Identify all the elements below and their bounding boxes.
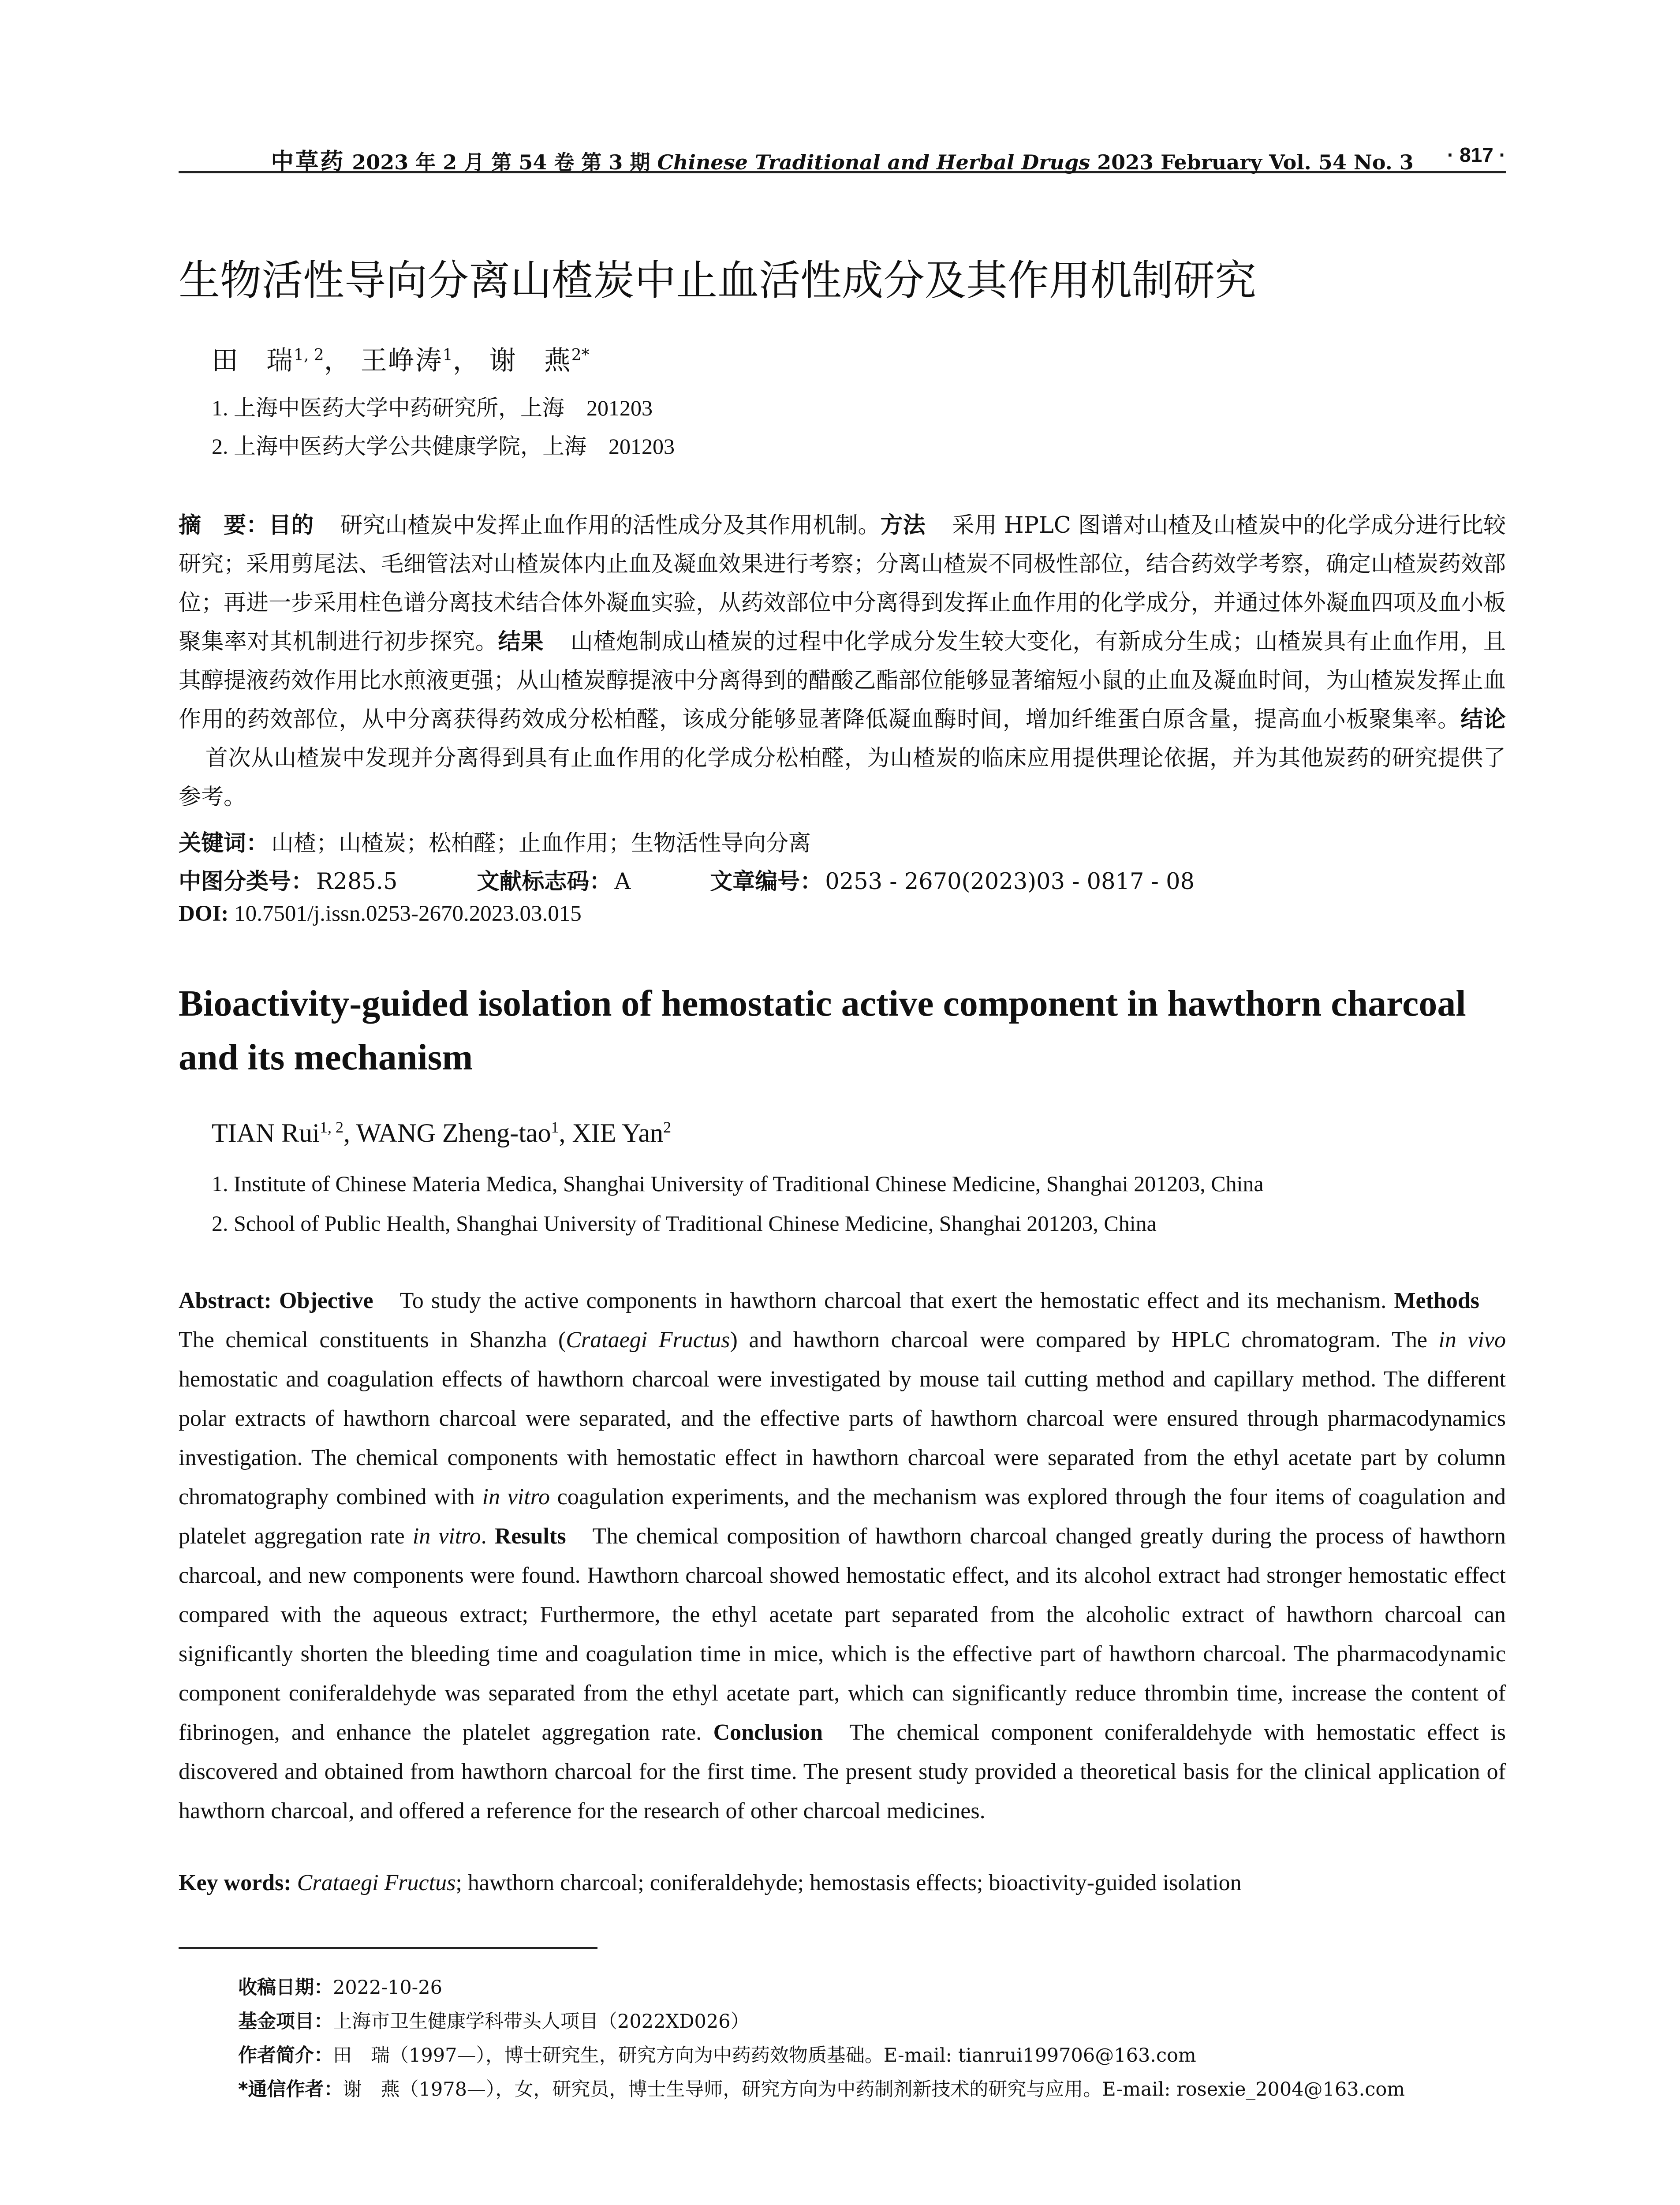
- author-affil-sup: 1: [442, 346, 453, 364]
- author-separator: ,: [343, 1118, 356, 1147]
- affiliation-en-2: 2. School of Public Health, Shanghai University of Traditional Chinese Medicine, Shanghai 201203, China: [212, 1211, 1157, 1236]
- objective-label: 目的: [269, 512, 314, 538]
- conclusion-label: 结论: [1460, 706, 1506, 733]
- conclusion-text: 首次从山楂炭中发现并分离得到具有止血作用的化学成分松柏醛，为山楂炭的临床应用提供理论依据，并为其他炭药的研究提供了参考。: [179, 745, 1506, 810]
- author-cn: 王峥涛: [360, 345, 443, 376]
- author-en: TIAN Rui: [212, 1118, 320, 1147]
- title-cn: 生物活性导向分离山楂炭中止血活性成分及其作用机制研究: [179, 257, 1257, 305]
- document-code: [477, 863, 631, 896]
- running-header: [179, 140, 1506, 173]
- footnote-text: 田 瑞（1997—），博士研究生，研究方向为中药药效物质基础。E-mail: tianrui199706@163.com: [333, 2044, 1196, 2067]
- classification-line: [179, 863, 1274, 896]
- title-en: [179, 977, 1506, 1084]
- doi-line: [179, 901, 582, 927]
- affiliation-cn-2: 2. 上海中医药大学公共健康学院，上海 201203: [212, 434, 675, 459]
- footnote-funding: [238, 2007, 750, 2033]
- document-code-label: 文献标志码：: [477, 869, 612, 895]
- keywords-label: 关键词：: [179, 830, 269, 856]
- methods-en-italic-3: in vitro: [482, 1484, 550, 1510]
- article-number: [710, 863, 1195, 896]
- methods-en-text-5: .: [481, 1524, 487, 1549]
- objective-en-text: To study the active components in hawthorn charcoal that exert the hemostatic effect and its mechanism.: [399, 1288, 1387, 1313]
- clc-value: R285.5: [316, 869, 398, 895]
- results-en-text: The chemical composition of hawthorn charcoal changed greatly during the process of hawthorn charcoal, and new components were found. Hawthorn charcoal showed hemostatic effect, and its alcohol extract had stronger hemostatic effect compared with the aqueous extract; Furthermore, the ethyl acetate part separated from the alcoholic extract of hawthorn charcoal can significantly shorten the bleeding time and coagulation time in mice, which is the effective part of hawthorn charcoal. The pharmacodynamic component coniferaldehyde was separated from the ethyl acetate part, which can significantly reduce thrombin time, increase the content of fibrinogen, and enhance the platelet aggregation rate.: [179, 1524, 1506, 1745]
- title-en-line-2: and its mechanism: [179, 1037, 473, 1078]
- author-separator: ，: [452, 345, 480, 376]
- author-separator: ，: [324, 345, 351, 376]
- doi-label: DOI:: [179, 901, 229, 926]
- methods-en-italic-2: in vivo: [1438, 1327, 1506, 1353]
- author-affil-sup: 1, 2: [294, 346, 324, 364]
- author-separator: ,: [559, 1118, 572, 1147]
- doi-value: 10.7501/j.issn.0253-2670.2023.03.015: [234, 901, 582, 926]
- abstract-en-label: Abstract:: [179, 1288, 272, 1313]
- methods-en-text-1: The chemical constituents in Shanzha (: [179, 1327, 566, 1353]
- page-number: · 817 ·: [1447, 143, 1506, 166]
- clc-number: [179, 863, 397, 896]
- footnote-corresponding: [238, 2074, 1405, 2101]
- footnote-label: 基金项目：: [238, 2011, 333, 2033]
- authors-cn: [212, 340, 590, 377]
- document-code-value: A: [614, 869, 631, 895]
- methods-label: 方法: [880, 512, 926, 538]
- author-en: WANG Zheng-tao: [356, 1118, 551, 1147]
- abstract-cn: [179, 506, 1506, 817]
- objective-en-label: Objective: [279, 1288, 373, 1313]
- footnote-text: 谢 燕（1978—），女，研究员，博士生导师，研究方向为中药制剂新技术的研究与应用。E-mail: rosexie_2004@163.com: [343, 2078, 1405, 2100]
- author-affil-sup: 1, 2: [319, 1118, 343, 1136]
- affiliation-cn-1: 1. 上海中医药大学中药研究所，上海 201203: [212, 396, 653, 420]
- methods-en-text-4: coagulation experiments, and the mechanism was explored through the four items of coagulation and platelet aggregation rate: [179, 1484, 1506, 1549]
- footnote-divider: [179, 1947, 597, 1949]
- keywords-text: 山楂；山楂炭；松柏醛；止血作用；生物活性导向分离: [271, 830, 811, 856]
- conclusion-en-label: Conclusion: [713, 1720, 823, 1745]
- title-en-line-1: Bioactivity-guided isolation of hemostatic active component in hawthorn charcoal: [179, 983, 1466, 1024]
- methods-en-italic-4: in vitro: [412, 1524, 481, 1549]
- article-number-value: 0253 - 2670(2023)03 - 0817 - 08: [825, 869, 1195, 895]
- affiliation-en-1: 1. Institute of Chinese Materia Medica, Shanghai University of Traditional Chinese Medicine, Shanghai 201203, China: [212, 1171, 1264, 1196]
- abstract-label: 摘 要：: [179, 512, 269, 538]
- abstract-en: [179, 1281, 1506, 1831]
- footnote-text: 上海市卫生健康学科带头人项目（2022XD026）: [333, 2011, 750, 2033]
- methods-en-text-3: hemostatic and coagulation effects of hawthorn charcoal were investigated by mouse tail cutting method and capillary method. The different polar extracts of hawthorn charcoal were separated, and the effective parts of hawthorn charcoal were ensured through pharmacodynamics investigation. The chemical components with hemostatic effect in hawthorn charcoal were separated from the ethyl acetate part by column chromatography combined with: [179, 1367, 1506, 1510]
- keywords-cn: [179, 825, 811, 857]
- keywords-en-italic: Crataegi Fructus: [297, 1870, 456, 1895]
- footnote-received: [238, 1973, 442, 1999]
- footnote-label: 作者简介：: [238, 2044, 333, 2067]
- authors-en: [212, 1118, 671, 1148]
- footnote-label: *通信作者：: [238, 2078, 343, 2100]
- journal-name-cn: 中草药: [271, 149, 345, 175]
- journal-name-en: Chinese Traditional and Herbal Drugs: [657, 150, 1090, 174]
- author-en: XIE Yan: [572, 1118, 664, 1147]
- methods-en-italic-1: Crataegi Fructus: [566, 1327, 730, 1353]
- author-cn: 田 瑞: [212, 345, 294, 376]
- keywords-en: [179, 1870, 1242, 1896]
- issue-cn: 2023 年 2 月 第 54 卷 第 3 期: [352, 150, 650, 174]
- footnote-author-bio: [238, 2041, 1196, 2067]
- footnote-label: 收稿日期：: [238, 1977, 333, 1999]
- article-number-label: 文章编号：: [710, 869, 823, 895]
- results-label: 结果: [498, 629, 544, 655]
- author-cn: 谢 燕: [489, 345, 571, 376]
- conclusion-en-text: The chemical component coniferaldehyde with hemostatic effect is discovered and obtained from hawthorn charcoal for the first time. The present study provided a theoretical basis for the clinical application of hawthorn charcoal, and offered a reference for the research of other charcoal medicines.: [179, 1720, 1506, 1824]
- keywords-en-label: Key words:: [179, 1870, 291, 1895]
- author-affil-sup: 2: [663, 1118, 672, 1136]
- clc-label: 中图分类号：: [179, 869, 314, 895]
- methods-en-label: Methods: [1394, 1288, 1479, 1313]
- methods-text: 采用 HPLC 图谱对山楂及山楂炭中的化学成分进行比较研究；采用剪尾法、毛细管法对山楂炭体内止血及凝血效果进行考察；分离山楂炭不同极性部位，结合药效学考察，确定山楂炭药效部位；再进一步采用柱色谱分离技术结合体外凝血实验，从药效部位中分离得到发挥止血作用的化学成分，并通过体外凝血四项及血小板聚集率对其机制进行初步探究。: [179, 512, 1506, 655]
- running-header-text: [179, 143, 1506, 176]
- author-affil-sup: 2*: [571, 346, 590, 364]
- results-en-label: Results: [494, 1524, 566, 1549]
- methods-en-text-2: ) and hawthorn charcoal were compared by HPLC chromatogram. The: [730, 1327, 1439, 1353]
- issue-en: 2023 February Vol. 54 No. 3: [1097, 150, 1414, 174]
- objective-text: 研究山楂炭中发挥止血作用的活性成分及其作用机制。: [340, 512, 881, 538]
- results-text: 山楂炮制成山楂炭的过程中化学成分发生较大变化，有新成分生成；山楂炭具有止血作用，且其醇提液药效作用比水煎液更强；从山楂炭醇提液中分离得到的醋酸乙酯部位能够显著缩短小鼠的止血及凝血时间，为山楂炭发挥止血作用的药效部位，从中分离获得药效成分松柏醛，该成分能够显著降低凝血酶时间，增加纤维蛋白原含量，提高血小板聚集率。: [179, 629, 1506, 733]
- keywords-en-text: ; hawthorn charcoal; coniferaldehyde; hemostasis effects; bioactivity-guided isolation: [455, 1870, 1242, 1895]
- footnote-text: 2022-10-26: [333, 1977, 442, 1999]
- author-affil-sup: 1: [551, 1118, 559, 1136]
